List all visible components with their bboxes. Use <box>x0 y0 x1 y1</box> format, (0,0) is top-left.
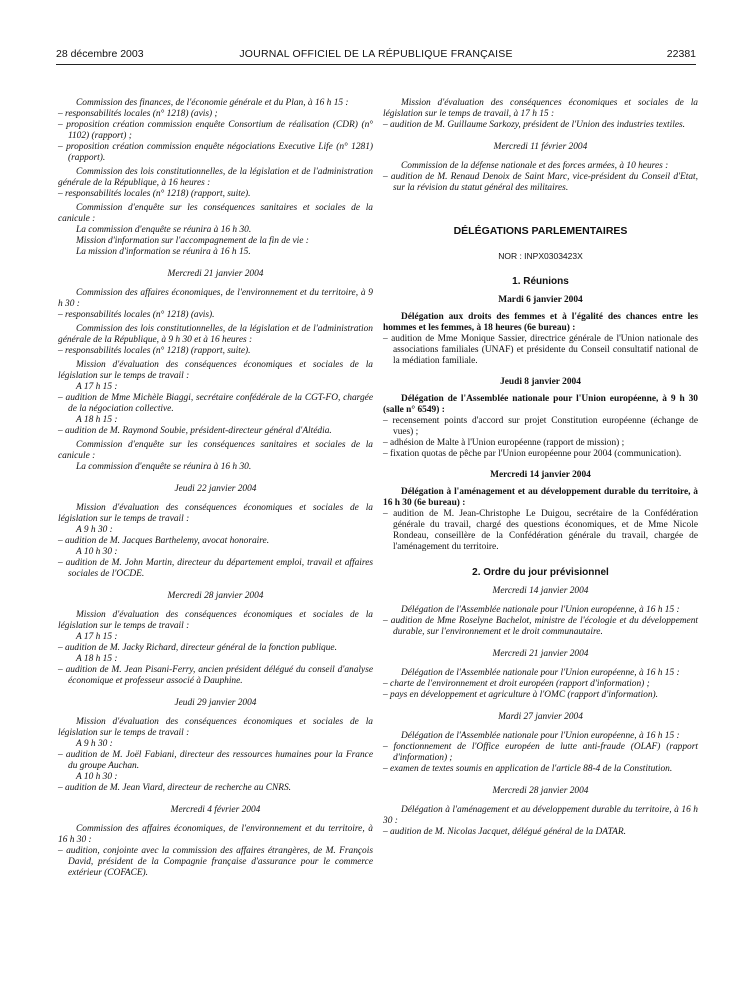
section-date: Jeudi 8 janvier 2004 <box>500 377 581 387</box>
list-item: – responsabilités locales (n° 1218) (avis). <box>58 310 373 321</box>
paragraph: Commission des lois constitutionnelles, de la législation et de l'administration générale de la République, à 9 h 30 et à 16 heures : <box>58 324 373 345</box>
paragraph: La commission d'enquête se réunira à 16 h 30. <box>76 462 252 472</box>
time-label: A 18 h 15 : <box>76 415 118 425</box>
list-item: – responsabilités locales (n° 1218) (rapport, suite). <box>58 346 373 357</box>
section-date: Mercredi 28 janvier 2004 <box>492 786 589 796</box>
list-item: – audition de Mme Michèle Biaggi, secrétaire confédérale de la CGT-FO, chargée de la négociation collective. <box>58 393 373 415</box>
subsection-title-ordre-du-jour: 2. Ordre du jour prévisionnel <box>472 567 609 578</box>
block-22-janvier <box>58 484 373 580</box>
paragraph: Délégation de l'Assemblée nationale pour l'Union européenne, à 16 h 15 : <box>401 731 680 741</box>
list-item: – audition de M. John Martin, directeur du département emploi, travail et affaires sociales de l'OCDE. <box>58 558 373 580</box>
list-item: – proposition création commission enquête Consortium de réalisation (CDR) (n° 1102) (rapport) ; <box>58 120 373 142</box>
delegation-title: Délégation de l'Assemblée nationale pour l'Union européenne, à 9 h 30 (salle n° 6549) : <box>383 394 698 415</box>
header-page-number: 22381 <box>666 48 696 60</box>
delegation-title: Délégation à l'aménagement et au développement durable du territoire, à 16 h 30 (6e bureau) : <box>383 487 698 508</box>
paragraph: Commission de la défense nationale et des forces armées, à 10 heures : <box>401 161 669 171</box>
list-item: – fixation quotas de pêche par l'Union européenne pour 2004 (communication). <box>383 449 698 460</box>
header-title: JOURNAL OFFICIEL DE LA RÉPUBLIQUE FRANÇAISE <box>239 48 513 60</box>
list-item: – recensement points d'accord sur projet Constitution européenne (échange de vues) ; <box>383 416 698 438</box>
nor-reference: NOR : INPX0303423X <box>498 251 583 261</box>
time-label: A 10 h 30 : <box>76 547 118 557</box>
section-date: Mardi 6 janvier 2004 <box>498 295 583 305</box>
list-item: – audition de M. Raymond Soubie, président-directeur général d'Altédia. <box>58 426 373 437</box>
paragraph: Commission des finances, de l'économie générale et du Plan, à 16 h 15 : <box>76 98 349 108</box>
paragraph: Mission d'évaluation des conséquences économiques et sociales de la législation sur le temps de travail : <box>58 503 373 524</box>
paragraph: Mission d'évaluation des conséquences économiques et sociales de la législation sur le temps de travail, à 17 h 15 : <box>383 98 698 119</box>
paragraph: Commission des lois constitutionnelles, de la législation et de l'administration générale de la République, à 16 heures : <box>58 167 373 188</box>
block-ordre-28-janvier <box>383 786 698 838</box>
paragraph: Mission d'information sur l'accompagnement de la fin de vie : <box>76 236 309 246</box>
list-item: – fonctionnement de l'Office européen de lutte anti-fraude (OLAF) (rapport d'information) ; <box>383 742 698 764</box>
block-14-janvier <box>383 470 698 553</box>
block-29-janvier <box>58 698 373 794</box>
block-21-janvier <box>58 269 373 473</box>
time-label: A 17 h 15 : <box>76 382 118 392</box>
right-column <box>383 98 698 838</box>
subsection-title-reunions: 1. Réunions <box>512 276 569 287</box>
header-date: 28 décembre 2003 <box>56 48 144 60</box>
section-date: Mercredi 11 février 2004 <box>493 142 588 152</box>
section-date: Mercredi 21 janvier 2004 <box>167 269 264 279</box>
paragraph: Commission d'enquête sur les conséquences sanitaires et sociales de la canicule : <box>58 440 373 461</box>
time-label: A 9 h 30 : <box>76 739 113 749</box>
time-label: A 9 h 30 : <box>76 525 113 535</box>
block-mission-evaluation <box>383 98 698 131</box>
list-item: – proposition création commission enquête négociations Executive Life (n° 1281) (rapport). <box>58 142 373 164</box>
paragraph: Délégation à l'aménagement et au développement durable du territoire, à 16 h 30 : <box>383 805 698 826</box>
time-label: A 17 h 15 : <box>76 632 118 642</box>
block-6-janvier <box>383 295 698 367</box>
paragraph: Délégation de l'Assemblée nationale pour l'Union européenne, à 16 h 15 : <box>401 668 680 678</box>
block-finances <box>58 98 373 258</box>
time-label: A 10 h 30 : <box>76 772 118 782</box>
paragraph: Commission d'enquête sur les conséquences sanitaires et sociales de la canicule : <box>58 203 373 224</box>
list-item: – audition de M. Jean-Christophe Le Duigou, secrétaire de la Confédération générale du travail, chargé des questions économiques, et de Mme Nicole Rondeau, conseillère de la Confédération générale du travail, chargée de l'aménagement du territoire. <box>383 509 698 553</box>
list-item: – audition de Mme Roselyne Bachelot, ministre de l'écologie et du développement durable, sur l'environnement et le droit communautaire. <box>383 616 698 638</box>
paragraph: Délégation de l'Assemblée nationale pour l'Union européenne, à 16 h 15 : <box>401 605 680 615</box>
list-item: – audition de M. Joël Fabiani, directeur des ressources humaines pour la France du groupe Auchan. <box>58 750 373 772</box>
paragraph: La mission d'information se réunira à 16 h 15. <box>76 247 251 257</box>
list-item: – audition de M. Guillaume Sarkozy, président de l'Union des industries textiles. <box>383 120 698 131</box>
block-8-janvier <box>383 377 698 460</box>
paragraph: Mission d'évaluation des conséquences économiques et sociales de la législation sur le temps de travail : <box>58 717 373 738</box>
header-rule <box>56 64 696 65</box>
paragraph: La commission d'enquête se réunira à 16 h 30. <box>76 225 252 235</box>
section-title-delegations: DÉLÉGATIONS PARLEMENTAIRES <box>453 225 628 237</box>
section-date: Jeudi 29 janvier 2004 <box>174 698 257 708</box>
list-item: – adhésion de Malte à l'Union européenne (rapport de mission) ; <box>383 438 698 449</box>
block-ordre-14-janvier <box>383 586 698 638</box>
left-column <box>58 98 373 879</box>
page-header <box>56 48 696 64</box>
list-item: – audition de Mme Monique Sassier, directrice générale de l'Union nationale des associations familiales (UNAF) et présidente du Conseil consultatif national de la médiation familiale. <box>383 334 698 367</box>
section-date: Jeudi 22 janvier 2004 <box>174 484 257 494</box>
time-label: A 18 h 15 : <box>76 654 118 664</box>
list-item: – examen de textes soumis en application de l'article 88-4 de la Constitution. <box>383 764 698 775</box>
block-ordre-21-janvier <box>383 649 698 701</box>
section-date: Mercredi 14 janvier 2004 <box>492 586 589 596</box>
list-item: – pays en développement et agriculture à l'OMC (rapport d'information). <box>383 690 698 701</box>
paragraph: Mission d'évaluation des conséquences économiques et sociales de la législation sur le temps de travail : <box>58 610 373 631</box>
list-item: – audition de M. Jacques Barthelemy, avocat honoraire. <box>58 536 373 547</box>
paragraph: Mission d'évaluation des conséquences économiques et sociales de la législation sur le temps de travail : <box>58 360 373 381</box>
section-date: Mercredi 14 janvier 2004 <box>490 470 591 480</box>
paragraph: Commission des affaires économiques, de l'environnement et du territoire, à 9 h 30 : <box>58 288 373 309</box>
section-date: Mercredi 4 février 2004 <box>170 805 261 815</box>
list-item: – audition de M. Jean Viard, directeur de recherche au CNRS. <box>58 783 373 794</box>
list-item: – charte de l'environnement et droit européen (rapport d'information) ; <box>383 679 698 690</box>
section-date: Mardi 27 janvier 2004 <box>498 712 583 722</box>
list-item: – audition de M. Jacky Richard, directeur général de la fonction publique. <box>58 643 373 654</box>
block-ordre-27-janvier <box>383 712 698 775</box>
block-28-janvier <box>58 591 373 687</box>
block-11-fevrier <box>383 142 698 194</box>
list-item: – audition de M. Renaud Denoix de Saint Marc, vice-président du Conseil d'Etat, sur la révision du statut général des militaires. <box>383 172 698 194</box>
list-item: – audition, conjointe avec la commission des affaires étrangères, de M. François David, président de la Compagnie française d'assurance pour le commerce extérieur (COFACE). <box>58 846 373 879</box>
block-4-fevrier <box>58 805 373 879</box>
list-item: – responsabilités locales (n° 1218) (rapport, suite). <box>58 189 373 200</box>
list-item: – audition de M. Nicolas Jacquet, délégué général de la DATAR. <box>383 827 698 838</box>
section-date: Mercredi 28 janvier 2004 <box>167 591 264 601</box>
section-date: Mercredi 21 janvier 2004 <box>492 649 589 659</box>
paragraph: Commission des affaires économiques, de l'environnement et du territoire, à 16 h 30 : <box>58 824 373 845</box>
list-item: – responsabilités locales (n° 1218) (avis) ; <box>58 109 373 120</box>
list-item: – audition de M. Jean Pisani-Ferry, ancien président délégué du conseil d'analyse économique et professeur associé à Dauphine. <box>58 665 373 687</box>
delegation-title: Délégation aux droits des femmes et à l'égalité des chances entre les hommes et les femmes, à 18 heures (6e bureau) : <box>383 312 698 333</box>
